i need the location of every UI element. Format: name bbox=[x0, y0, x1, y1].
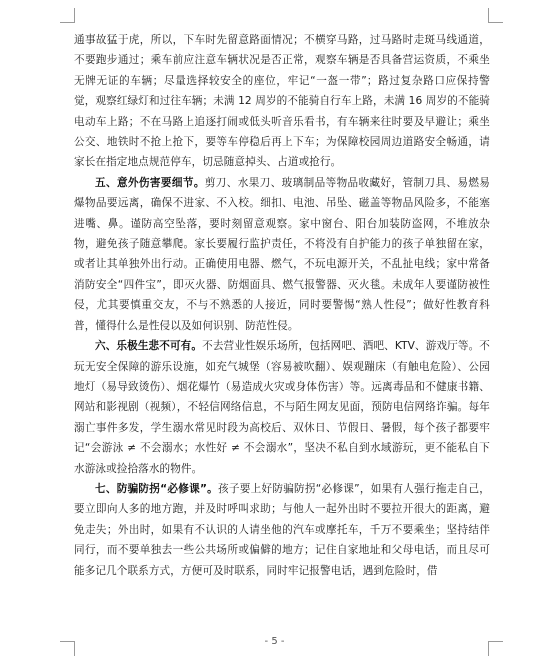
paragraph-recreation-safety bbox=[74, 336, 490, 479]
page-number: - 5 - bbox=[264, 636, 285, 647]
section-heading: 七、防骗防拐“必修课”。 bbox=[95, 482, 219, 495]
paragraph-text: 不去营业性娱乐场所，包括网吧、酒吧、KTV、游戏厅等。不玩无安全保障的游乐设施，如充气城堡（容易被吹翻）、娱观蹦床（有触电危险）、公园地灯（易导致烫伤）、烟花爆竹（易造成火灾或身体伤害）等。远离毒品和不健康书籍、网站和影视剧（视频），不轻信网络信息，不与陌生网友见面，预防电信网络诈骗。每年溺亡事件多发，学生溺水常见时段为高校后、双休日、节假日、暑假，每个孩子都要牢记“会游泳 ≠ 不会溺水；水性好 ≠ 不会溺水”，坚决不私自到水域游玩，更不能私自下水游泳或捡拾落水的物件。 bbox=[74, 340, 491, 475]
section-heading: 五、意外伤害要细节。 bbox=[95, 176, 205, 189]
crop-mark-top-left bbox=[60, 8, 75, 23]
paragraph-traffic bbox=[74, 30, 490, 173]
paragraph-accidental-injury bbox=[74, 173, 490, 336]
paragraph-text: 孩子要上好防骗防拐“必修课”，如果有人强行拖走自己，要立即向人多的地方跑，并及时呼叫求助；与他人一起外出时不要拉开很大的距离，避免走失；外出时，如果有不认识的人请坐他的汽车或摩托车，千万不要乘坐；坚持结伴同行，而不要单独去一些公共场所或偏僻的地方；记住自家地址和父母电话，而且尽可能多记几个联系方式，方便可及时联系，同时牢记报警电话，遇到危险时，借 bbox=[74, 482, 490, 577]
document-body bbox=[74, 30, 490, 581]
section-heading: 六、乐极生悲不可有。 bbox=[95, 340, 203, 353]
crop-mark-top-right bbox=[488, 8, 503, 23]
paragraph-text: 通事故猛于虎，所以，下车时先留意路面情况；不横穿马路，过马路时走斑马线通道，不要跑步通过；乘车前应注意车辆状况是否正常，观察车辆是否具备营运资质，不乘坐无牌无证的车辆；尽量选择较安全的座位，牢记“一盔一带”；路过复杂路口应保持警觉，观察红绿灯和过往车辆；未满 12 周岁的不能骑自行车上路，未满 16 周岁的不能骑电动车上路；不在马路上追逐打闹或低头听音乐看书，有车辆来往时要及早避让；乘坐公交、地铁时不抢上抢下，要等车停稳后再上下车；为保障校园周边道路安全畅通，请家长在指定地点规范停车，切忌随意掉头、占道或抢行。 bbox=[74, 34, 490, 169]
paragraph-text: 剪刀、水果刀、玻璃制品等物品收藏好，管制刀具、易燃易爆物品要远离，确保不进家、不入校。细扣、电池、吊坠、磁盖等物品风险多，不能塞进嘴、鼻。谨防高空坠落，要时刻留意观察。家中窗台、阳台加装防盗网，不堆放杂物，避免孩子随意攀爬。家长要履行监护责任，不将没有自护能力的孩子单独留在家，或者让其单独外出行动。正确使用电器、燃气，不玩电源开关，不乱扯电线；家中常备消防安全“四件宝”，即灭火器、防烟面具、燃气报警器、灭火毯。未成年人要谨防被性侵，尤其要慎重交友，不与不熟悉的人接近，同时要警惕“熟人性侵”；做好性教育科普，懂得什么是性侵以及如何识别、防范性侵。 bbox=[74, 176, 491, 332]
paragraph-anti-fraud bbox=[74, 479, 490, 581]
